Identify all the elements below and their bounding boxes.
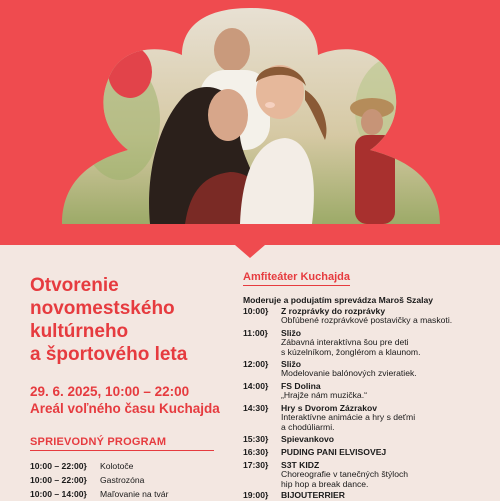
- item-name: Maľovanie na tvár: [100, 489, 169, 499]
- item-name: Kolotoče: [100, 461, 134, 471]
- schedule-title: S3T KIDZ: [281, 460, 320, 470]
- event-date-place: [30, 383, 220, 417]
- event-datetime: 29. 6. 2025, 10:00 – 22:00: [30, 384, 190, 399]
- schedule-desc: Choreografie v tanečných štýloch: [281, 469, 409, 479]
- item-name: Gastrozóna: [100, 475, 145, 485]
- schedule-desc: Interaktívne animácie a hry s deťmi: [281, 412, 416, 422]
- moderator-line: Moderuje a podujatím sprevádza Maroš Szalay: [243, 295, 434, 305]
- schedule-time: 15:30}: [243, 434, 269, 444]
- side-program-heading: SPRIEVODNÝ PROGRAM: [30, 436, 214, 451]
- schedule-desc: s kúzelníkom, žonglérom a klaunom.: [281, 346, 421, 357]
- list-item: [30, 487, 230, 501]
- event-place: Areál voľného času Kuchajda: [30, 401, 220, 416]
- schedule-title: Z rozprávky do rozprávky: [281, 306, 386, 316]
- main-program: [243, 271, 488, 500]
- title-line: kultúrneho: [30, 321, 129, 342]
- schedule-time: 14:00}: [243, 381, 269, 391]
- schedule-title: FS Dolina: [281, 381, 321, 391]
- schedule-desc: Obľúbené rozprávkové postavičky a maskoti.: [281, 315, 453, 325]
- schedule-time: 14:30}: [243, 403, 269, 413]
- item-time: 10:00 – 14:00}: [30, 489, 87, 499]
- schedule-time: 17:30}: [243, 460, 269, 470]
- schedule-title: BIJOUTERRIER: [281, 490, 345, 500]
- photo-illustration: [0, 0, 500, 245]
- list-item: [30, 459, 230, 473]
- item-time: 10:00 – 22:00}: [30, 461, 87, 471]
- schedule-desc: „Hrajže nám muzička.“: [281, 390, 367, 400]
- venue-heading: Amfiteáter Kuchajda: [243, 271, 350, 286]
- schedule-title: Sližo: [281, 359, 302, 369]
- banner: [0, 0, 500, 245]
- schedule-time: 11:00}: [243, 328, 268, 338]
- schedule-time: 10:00}: [243, 306, 269, 316]
- schedule-time: 19:00}: [243, 490, 269, 500]
- schedule-desc: Zábavná interaktívna šou pre deti: [281, 337, 409, 347]
- list-item: [30, 473, 230, 487]
- schedule-title: Spievankovo: [281, 434, 335, 444]
- title-line: Otvorenie: [30, 275, 119, 296]
- schedule-title: Hry s Dvorom Zázrakov: [281, 403, 377, 413]
- schedule-title: PUDING PANI ELVISOVEJ: [281, 447, 387, 457]
- schedule-title: Sližo: [281, 328, 302, 338]
- item-time: 10:00 – 22:00}: [30, 475, 87, 485]
- schedule-desc: a chodúliarmi.: [281, 421, 335, 432]
- schedule-time: 16:30}: [243, 447, 269, 457]
- schedule-desc: hip hop a break dance.: [281, 478, 369, 489]
- schedule-desc: Modelovanie balónových zvieratiek.: [281, 368, 417, 378]
- family-photo: [0, 0, 500, 245]
- title-line: novomestského: [30, 298, 175, 319]
- schedule-time: 12:00}: [243, 359, 269, 369]
- title-line: a športového leta: [30, 344, 188, 365]
- event-title: [30, 274, 230, 366]
- side-program-list: [30, 459, 230, 501]
- banner-notch: [235, 240, 265, 260]
